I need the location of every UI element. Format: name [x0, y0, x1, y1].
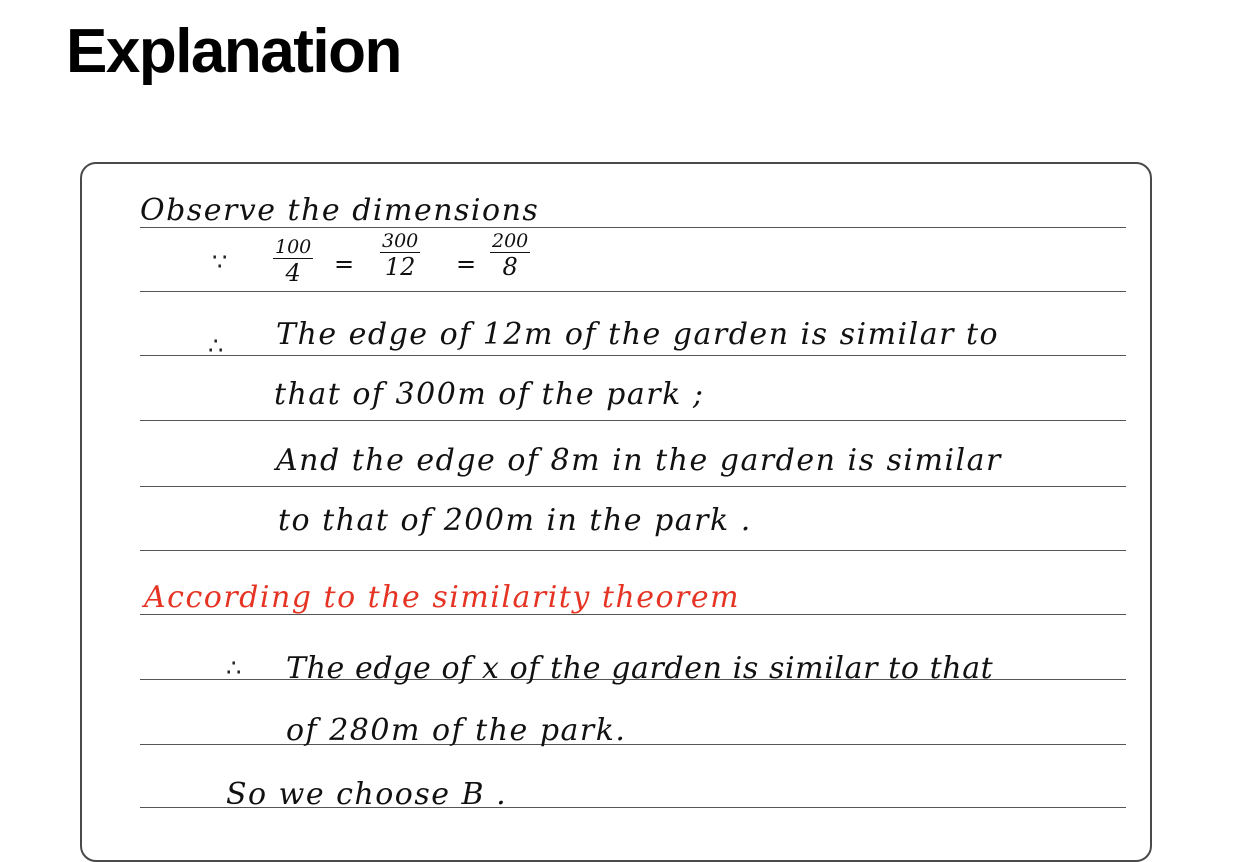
fraction-denominator: 8 — [502, 253, 518, 281]
theorem-heading: According to the similarity theorem — [144, 580, 741, 615]
fraction-numerator: 100 — [275, 236, 312, 258]
equals-sign: = — [456, 250, 477, 278]
similarity-line-12m: The edge of 12m of the garden is similar to — [276, 317, 1000, 352]
fraction-denominator: 12 — [384, 253, 416, 281]
fraction-numerator: 300 — [382, 230, 419, 252]
page-title: Explanation — [66, 17, 401, 86]
ruled-line — [140, 420, 1126, 421]
similarity-line-280m: of 280m of the park. — [286, 713, 627, 748]
fraction-numerator: 200 — [492, 230, 529, 252]
equals-sign: = — [334, 250, 355, 278]
fraction-300-over-12 — [380, 232, 420, 279]
ruled-line — [140, 291, 1126, 292]
similarity-line-300m: that of 300m of the park ; — [274, 377, 705, 412]
therefore-symbol: ∴ — [208, 332, 224, 360]
because-symbol: ∵ — [212, 248, 228, 276]
similarity-line-8m: And the edge of 8m in the garden is similar — [276, 443, 1002, 478]
ruled-line — [140, 486, 1126, 487]
fraction-200-over-8 — [490, 232, 530, 279]
ruled-line — [140, 355, 1126, 356]
observe-text: Observe the dimensions — [140, 193, 540, 228]
fraction-100-over-4 — [273, 238, 313, 285]
therefore-symbol: ∴ — [226, 654, 242, 682]
similarity-line-200m: to that of 200m in the park . — [278, 503, 752, 538]
ruled-line — [140, 550, 1126, 551]
fraction-denominator: 4 — [285, 259, 301, 287]
similarity-line-x: The edge of x of the garden is similar to that — [286, 651, 994, 686]
conclusion-text: So we choose B . — [226, 777, 508, 812]
